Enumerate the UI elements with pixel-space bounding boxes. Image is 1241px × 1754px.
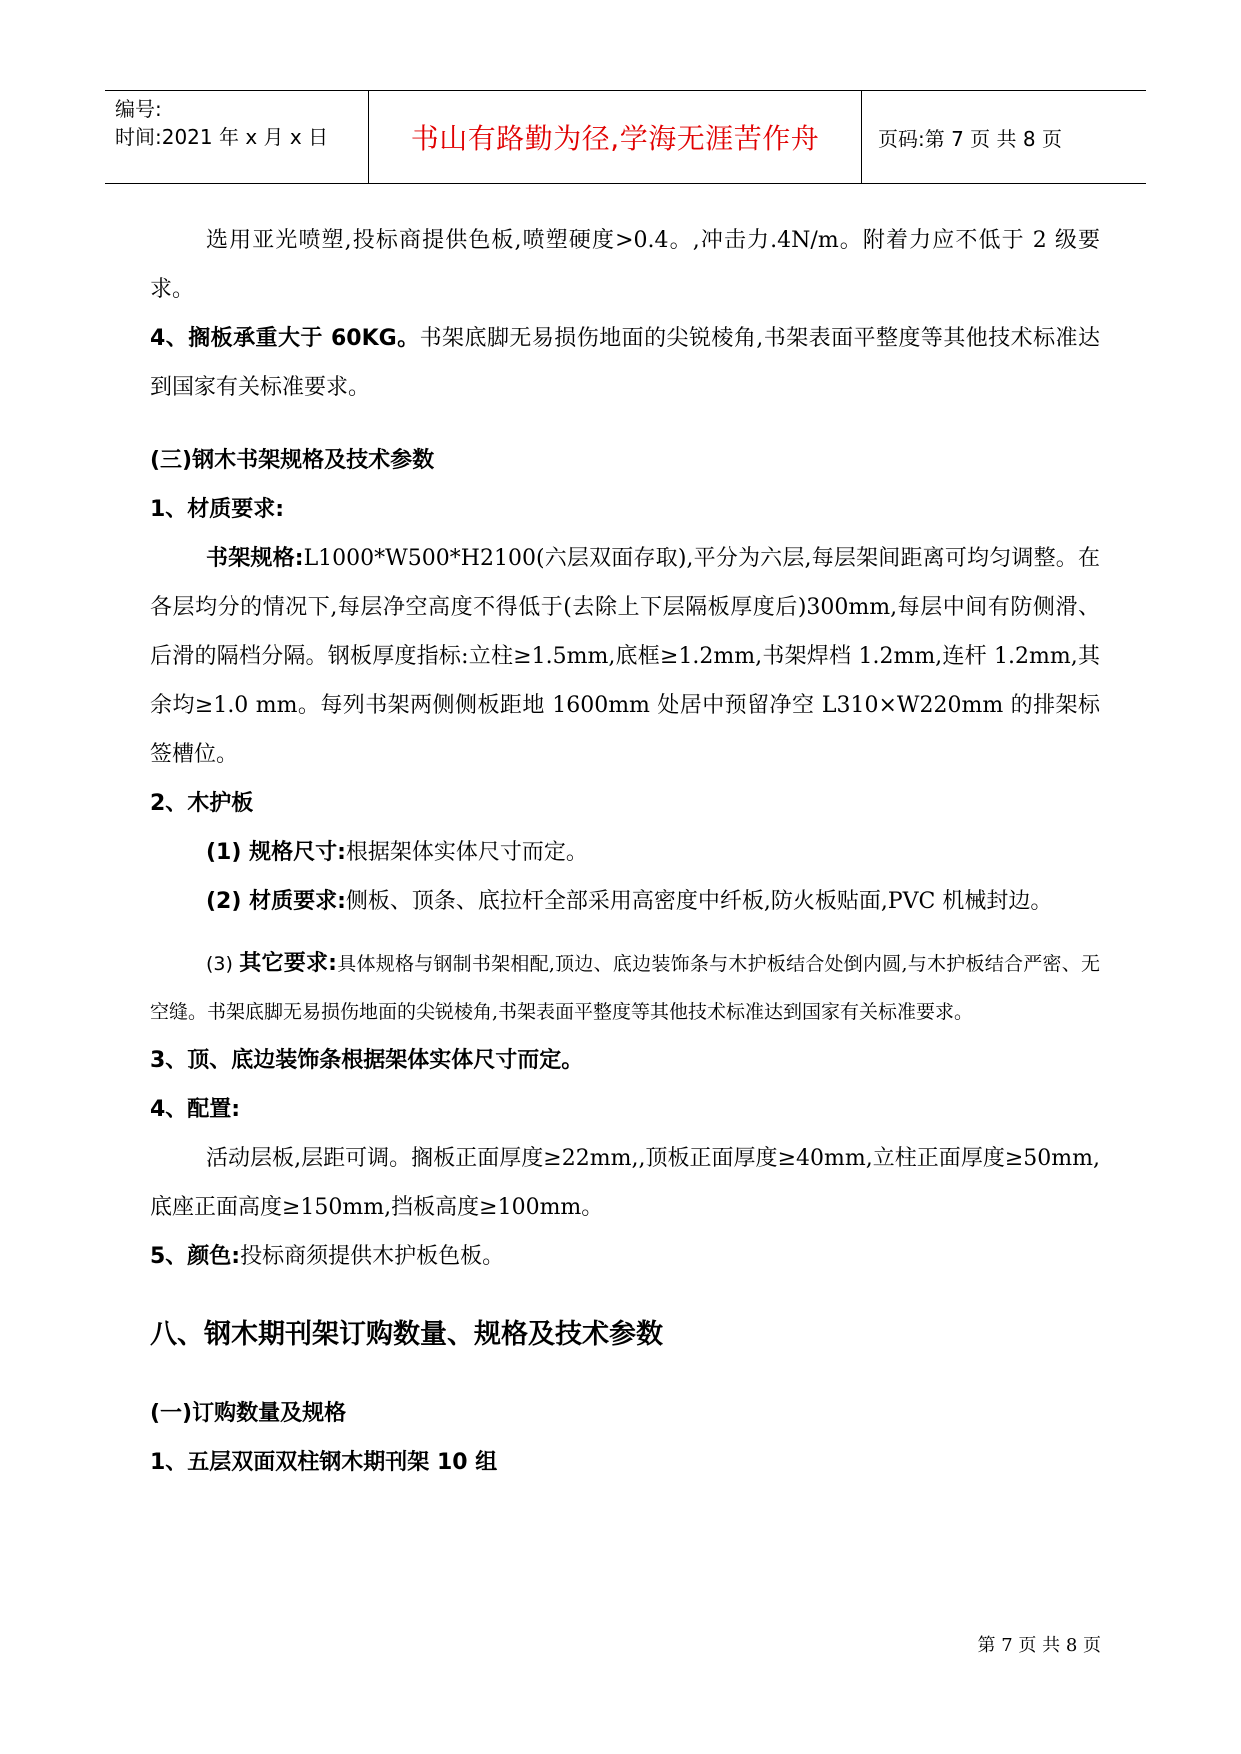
paragraph-config: 活动层板,层距可调。搁板正面厚度≥22mm,,顶板正面厚度≥40mm,立柱正面厚度≥50mm,底座正面高度≥150mm,挡板高度≥100mm。: [150, 1146, 1100, 1220]
header-page-cell: [862, 91, 1146, 183]
section-3-item-2: 2、木护板: [150, 791, 254, 816]
document-time-label: 时间:2021 年 x 月 x 日: [115, 125, 329, 149]
shelf-load-text: 书架底脚无易损伤地面的尖锐棱角,书架表面平整度等其他技术标准达到国家有关标准要求。: [150, 326, 1100, 400]
section-3-item-5: [150, 1232, 1100, 1281]
color-heading: 5、颜色:: [150, 1244, 241, 1269]
header-motto-cell: [368, 91, 862, 183]
sub-item-1-text: 根据架体实体尺寸而定。: [345, 840, 588, 865]
document-body: [150, 216, 1100, 1487]
header-page-info: 页码:第 7 页 共 8 页: [878, 126, 1062, 151]
sub-item-3-number: (3): [206, 953, 233, 975]
section-1-item-1: 1、五层双面双柱钢木期刊架 10 组: [150, 1450, 498, 1475]
sub-item-2-heading: (2) 材质要求:: [206, 889, 346, 914]
sub-item-1: [150, 828, 1100, 877]
section-8-heading: 八、钢木期刊架订购数量、规格及技术参数: [150, 1319, 663, 1350]
sub-item-1-heading: (1) 规格尺寸:: [206, 840, 346, 865]
section-3-item-4: 4、配置:: [150, 1097, 241, 1122]
shelf-spec-text: L1000*W500*H2100(六层双面存取),平分为六层,每层架间距离可均匀调整。在各层均分的情况下,每层净空高度不得低于(去除上下层隔板厚度后)300mm,每层中间有防侧滑、后滑的隔档分隔。钢板厚度指标:立柱≥1.5mm,底框≥1.2mm,书架焊档 1.2mm,连杆 1.2mm,其余均≥1.0 mm。每列书架两侧侧板距地 1600mm 处居中预留净空 L310×W220mm 的排架标签槽位。: [150, 546, 1100, 767]
sub-item-3-heading: 其它要求:: [239, 951, 337, 976]
paragraph-coating: 选用亚光喷塑,投标商提供色板,喷塑硬度>0.4。,冲击力.4N/m。附着力应不低于 2 级要求。: [150, 228, 1100, 302]
page-header: [105, 90, 1146, 184]
sub-item-3-text: 具体规格与钢制书架相配,顶边、底边装饰条与木护板结合处倒内圆,与木护板结合严密、无空缝。书架底脚无易损伤地面的尖锐棱角,书架表面平整度等其他技术标准达到国家有关标准要求。: [150, 953, 1100, 1023]
sub-item-2: [150, 877, 1100, 926]
section-3-item-3: 3、顶、底边装饰条根据架体实体尺寸而定。: [150, 1048, 584, 1073]
header-left-cell: [105, 91, 368, 183]
page-footer: 第 7 页 共 8 页: [977, 1635, 1101, 1656]
document-number-label: 编号:: [115, 97, 162, 121]
paragraph-shelf-spec: [150, 534, 1100, 779]
header-motto: 书山有路勤为径,学海无涯苦作舟: [410, 122, 820, 155]
section-3-title: (三)钢木书架规格及技术参数: [150, 448, 435, 473]
section-3-item-1: 1、材质要求:: [150, 497, 285, 522]
shelf-spec-heading: 书架规格:: [206, 546, 304, 571]
sub-item-3: [150, 940, 1100, 1036]
color-text: 投标商须提供木护板色板。: [240, 1244, 505, 1269]
shelf-load-heading: 4、搁板承重大于 60KG。: [150, 326, 420, 351]
sub-item-2-text: 侧板、顶条、底拉杆全部采用高密度中纤板,防火板贴面,PVC 机械封边。: [345, 889, 1053, 914]
paragraph-shelf-load: [150, 314, 1100, 412]
section-1-title: (一)订购数量及规格: [150, 1401, 347, 1426]
